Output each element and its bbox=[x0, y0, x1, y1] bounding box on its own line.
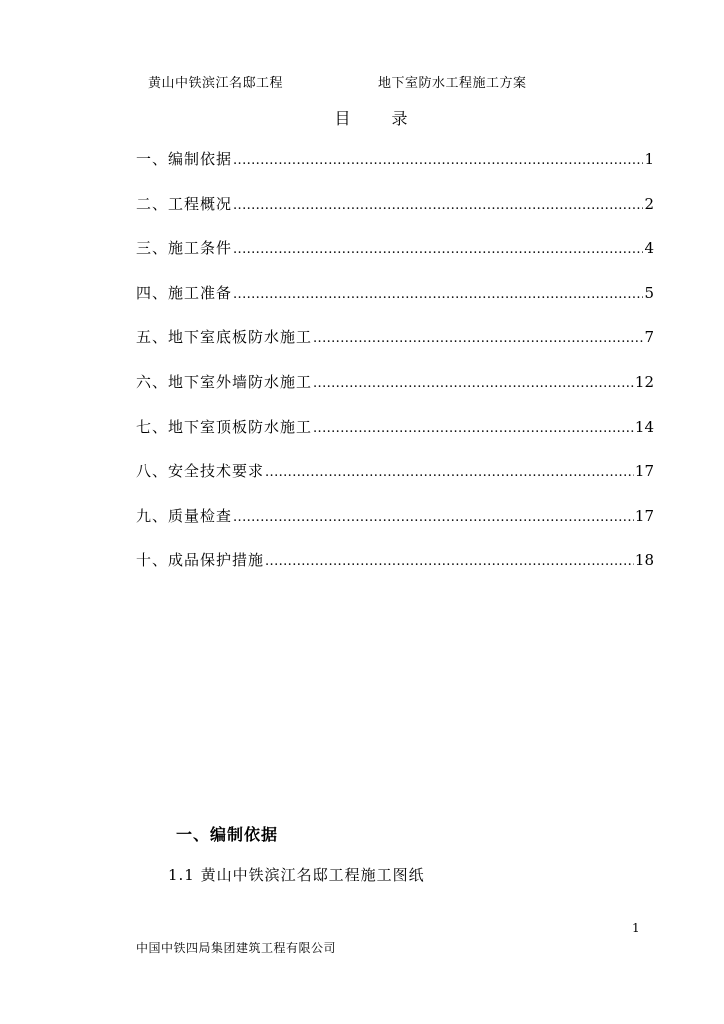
section-heading: 一、编制依据 bbox=[176, 825, 279, 844]
toc-entry-3[interactable] bbox=[136, 237, 654, 282]
toc-entry-label: 二、工程概况 bbox=[136, 194, 233, 213]
toc-entry-page: 2 bbox=[644, 194, 654, 213]
toc-dot-leader bbox=[233, 239, 643, 261]
toc-entry-page: 14 bbox=[634, 417, 654, 436]
header-project-name: 黄山中铁滨江名邸工程 bbox=[148, 76, 284, 91]
toc-dot-leader bbox=[233, 284, 643, 306]
toc-entry-page: 17 bbox=[634, 506, 654, 525]
toc-entry-8[interactable] bbox=[136, 460, 654, 505]
toc-entry-label: 三、施工条件 bbox=[136, 239, 233, 258]
toc-entry-page: 17 bbox=[634, 462, 654, 481]
toc-entry-label: 六、地下室外墙防水施工 bbox=[136, 372, 313, 391]
toc-entry-7[interactable] bbox=[136, 416, 654, 461]
toc-entry-page: 7 bbox=[644, 328, 654, 347]
toc-entry-page: 5 bbox=[644, 283, 654, 302]
toc-entry-9[interactable] bbox=[136, 505, 654, 550]
toc-title: 目 录 bbox=[334, 109, 426, 128]
toc-dot-leader bbox=[313, 373, 634, 395]
toc-entry-1[interactable] bbox=[136, 148, 654, 193]
toc-dot-leader bbox=[233, 195, 643, 217]
toc-entry-label: 八、安全技术要求 bbox=[136, 462, 265, 481]
toc-entry-page: 18 bbox=[634, 551, 654, 570]
toc-entry-label: 四、施工准备 bbox=[136, 283, 233, 302]
toc-dot-leader bbox=[265, 462, 634, 484]
page-number: 1 bbox=[632, 921, 640, 935]
toc-entry-6[interactable] bbox=[136, 371, 654, 416]
toc-dot-leader bbox=[265, 551, 634, 573]
toc-dot-leader bbox=[233, 507, 634, 529]
toc-entry-page: 4 bbox=[644, 239, 654, 258]
toc-entry-label: 九、质量检查 bbox=[136, 506, 233, 525]
toc-entry-2[interactable] bbox=[136, 193, 654, 238]
toc-entry-page: 12 bbox=[634, 372, 654, 391]
section-item-1-1: 1.1 黄山中铁滨江名邸工程施工图纸 bbox=[168, 866, 425, 884]
footer-company-name: 中国中铁四局集团建筑工程有限公司 bbox=[136, 941, 337, 955]
toc-entry-4[interactable] bbox=[136, 282, 654, 327]
toc-entry-label: 五、地下室底板防水施工 bbox=[136, 328, 313, 347]
toc-dot-leader bbox=[313, 328, 643, 350]
toc-entry-10[interactable] bbox=[136, 549, 654, 594]
toc-entry-5[interactable] bbox=[136, 326, 654, 371]
toc-entry-page: 1 bbox=[644, 150, 654, 168]
toc-entry-label: 十、成品保护措施 bbox=[136, 551, 265, 570]
toc-entry-label: 七、地下室顶板防水施工 bbox=[136, 417, 313, 436]
toc-dot-leader bbox=[313, 418, 634, 440]
header-document-title: 地下室防水工程施工方案 bbox=[378, 76, 527, 91]
toc-dot-leader bbox=[233, 150, 643, 172]
toc-entry-label: 一、编制依据 bbox=[136, 150, 233, 168]
table-of-contents bbox=[136, 148, 654, 594]
